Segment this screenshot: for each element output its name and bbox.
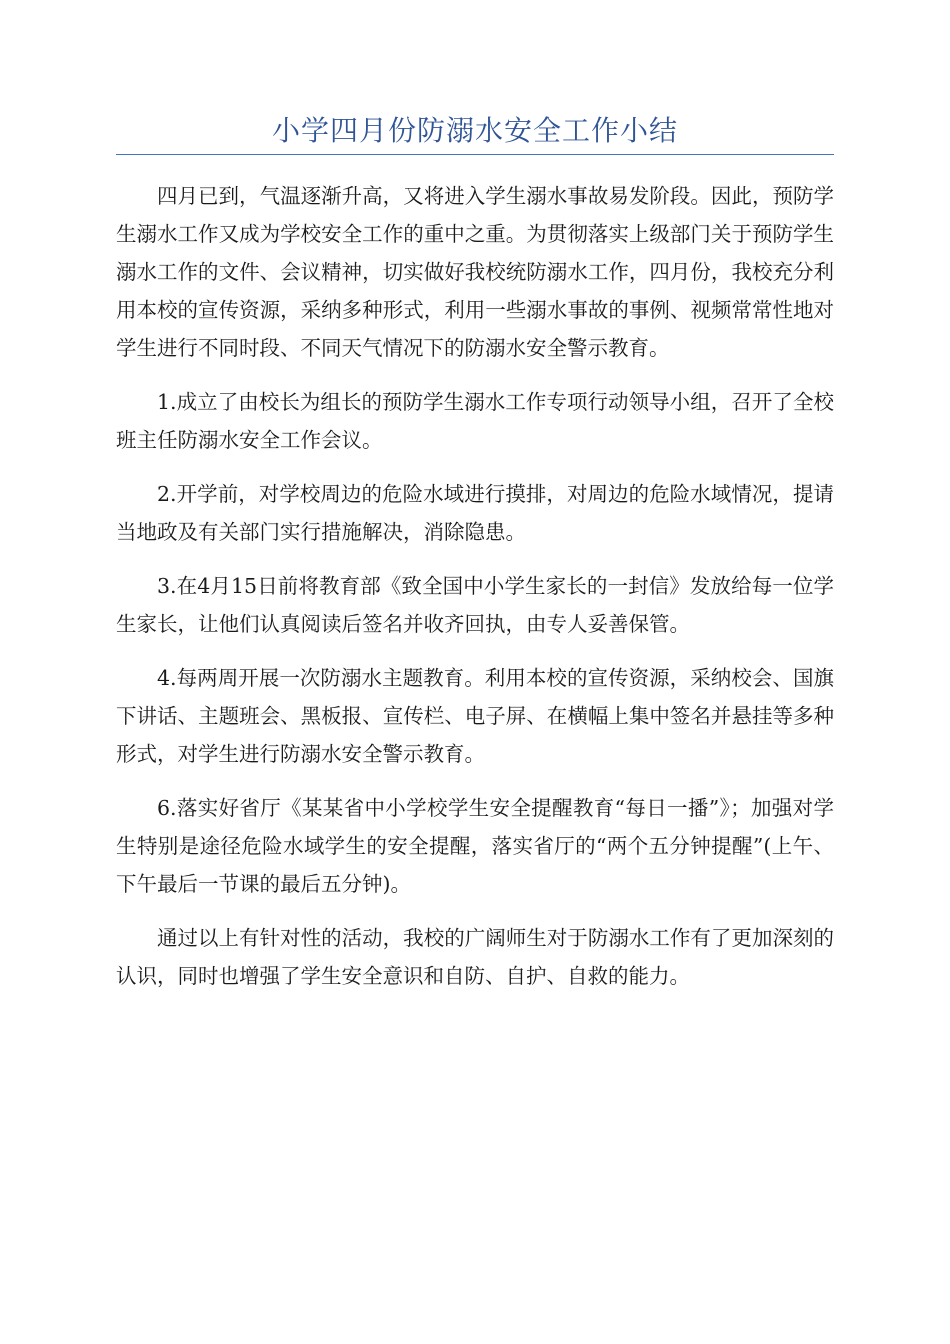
document-body [116,177,834,995]
title-underline [116,154,834,155]
paragraph-item-4: 4.每两周开展一次防溺水主题教育。利用本校的宣传资源，采纳校会、国旗下讲话、主题班会、黑板报、宣传栏、电子屏、在横幅上集中签名并悬挂等多种形式，对学生进行防溺水安全警示教育。 [116,666,834,766]
paragraph-conclusion: 通过以上有针对性的活动，我校的广阔师生对于防溺水工作有了更加深刻的认识，同时也增强了学生安全意识和自防、自护、自救的能力。 [116,926,834,988]
paragraph-intro: 四月已到，气温逐渐升高，又将进入学生溺水事故易发阶段。因此，预防学生溺水工作又成为学校安全工作的重中之重。为贯彻落实上级部门关于预防学生溺水工作的文件、会议精神，切实做好我校统防溺水工作，四月份，我校充分利用本校的宣传资源，采纳多种形式，利用一些溺水事故的事例、视频常常性地对学生进行不同时段、不同天气情况下的防溺水安全警示教育。 [116,184,834,360]
paragraph-item-3: 3.在4月15日前将教育部《致全国中小学生家长的一封信》发放给每一位学生家长，让他们认真阅读后签名并收齐回执，由专人妥善保管。 [116,574,834,636]
document-title: 小学四月份防溺水安全工作小结 [271,114,678,147]
paragraph-item-6: 6.落实好省厅《某某省中小学校学生安全提醒教育“每日一播”》；加强对学生特别是途径危险水域学生的安全提醒，落实省厅的“两个五分钟提醒”(上午、下午最后一节课的最后五分钟)。 [116,796,834,896]
paragraph-item-1: 1.成立了由校长为组长的预防学生溺水工作专项行动领导小组，召开了全校班主任防溺水安全工作会议。 [116,390,834,452]
paragraph-item-2: 2.开学前，对学校周边的危险水域进行摸排，对周边的危险水域情况，提请当地政及有关部门实行措施解决，消除隐患。 [116,482,834,544]
document-page [116,110,834,1011]
